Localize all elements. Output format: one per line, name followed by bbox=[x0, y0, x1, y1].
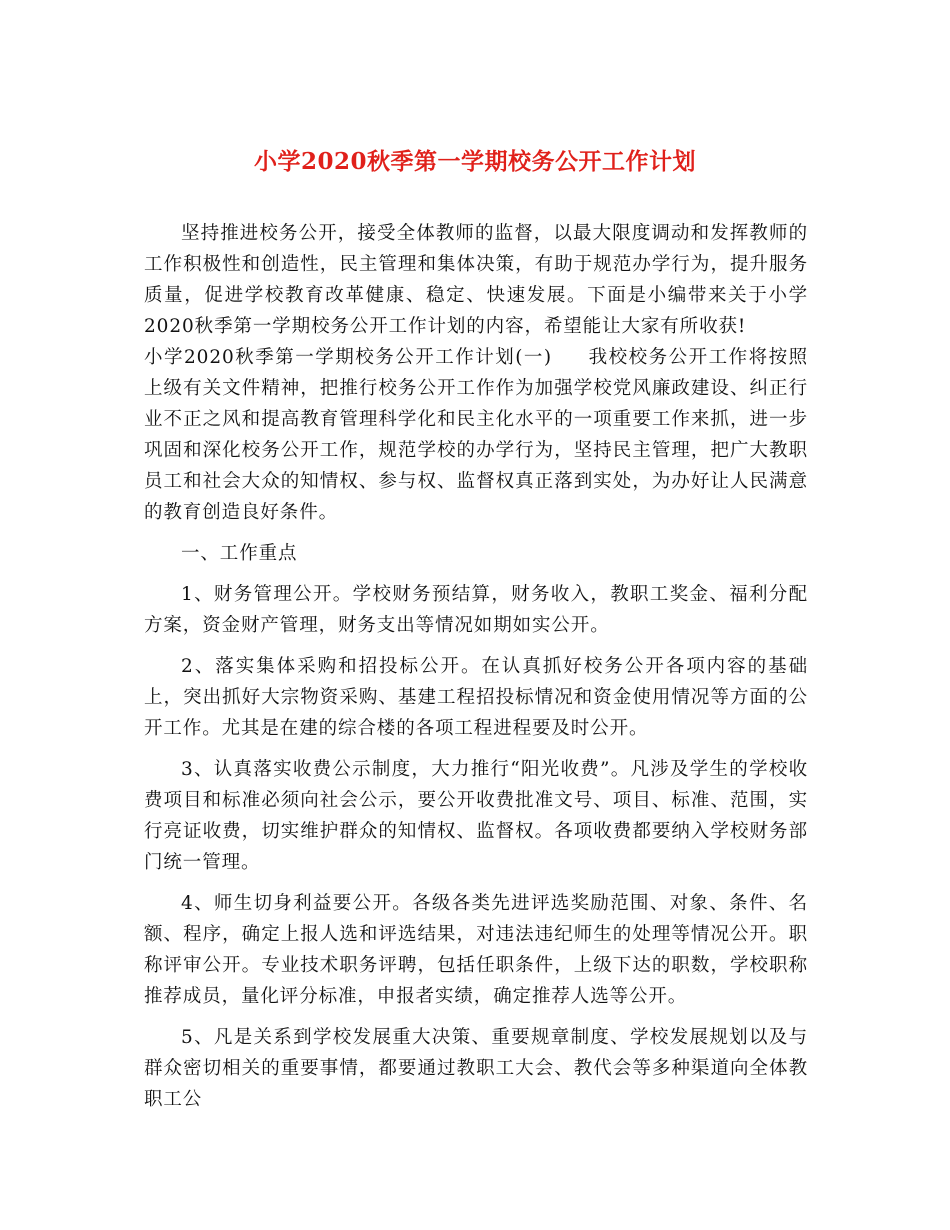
list-item: 1、财务管理公开。学校财务预结算，财务收入，教职工奖金、福利分配方案，资金财产管理，财务支出等情况如期如实公开。 bbox=[144, 584, 808, 636]
list-item: 2、落实集体采购和招投标公开。在认真抓好校务公开各项内容的基础上，突出抓好大宗物资采购、基建工程招投标情况和资金使用情况等方面的公开工作。尤其是在建的综合楼的各项工程进程要及时公开。 bbox=[144, 656, 808, 739]
section-paragraph bbox=[144, 342, 808, 528]
list-item: 4、师生切身利益要公开。各级各类先进评选奖励范围、对象、条件、名额、程序，确定上报人选和评选结果，对违法违纪师生的处理等情况公开。职称评审公开。专业技术职务评聘，包括任职条件，上级下达的职数，学校职称推荐成员，量化评分标准，申报者实绩，确定推荐人选等公开。 bbox=[144, 893, 808, 1007]
list-item: 5、凡是关系到学校发展重大决策、重要规章制度、学校发展规划以及与群众密切相关的重要事情，都要通过教职工大会、教代会等多种渠道向全体教职工公 bbox=[144, 1027, 808, 1110]
section-body: 我校校务公开工作将按照上级有关文件精神，把推行校务公开工作作为加强学校党风廉政建设、纠正行业不正之风和提高教育管理科学化和民主化水平的一项重要工作来抓，进一步巩固和深化校务公开工作，规范学校的办学行为，坚持民主管理，把广大教职员工和社会大众的知情权、参与权、监督权真正落到实处，为办好让人民满意的教育创造良好条件。 bbox=[144, 347, 809, 523]
intro-paragraph: 坚持推进校务公开，接受全体教师的监督，以最大限度调动和发挥教师的工作积极性和创造性，民主管理和集体决策，有助于规范办学行为，提升服务质量，促进学校教育改革健康、稳定、快速发展。下面是小编带来关于小学2020秋季第一学期校务公开工作计划的内容，希望能让大家有所收获! bbox=[144, 223, 808, 337]
document-body bbox=[144, 218, 808, 1115]
section-heading: 小学2020秋季第一学期校务公开工作计划(一) bbox=[144, 347, 553, 368]
heading-work-focus: 一、工作重点 bbox=[181, 543, 298, 564]
list-item: 3、认真落实收费公示制度，大力推行“阳光收费”。凡涉及学生的学校收费项目和标准必须向社会公示，要公开收费批准文号、项目、标准、范围，实行亮证收费，切实维护群众的知情权、监督权。各项收费都要纳入学校财务部门统一管理。 bbox=[144, 759, 808, 873]
document-title: 小学2020秋季第一学期校务公开工作计划 bbox=[253, 148, 696, 176]
